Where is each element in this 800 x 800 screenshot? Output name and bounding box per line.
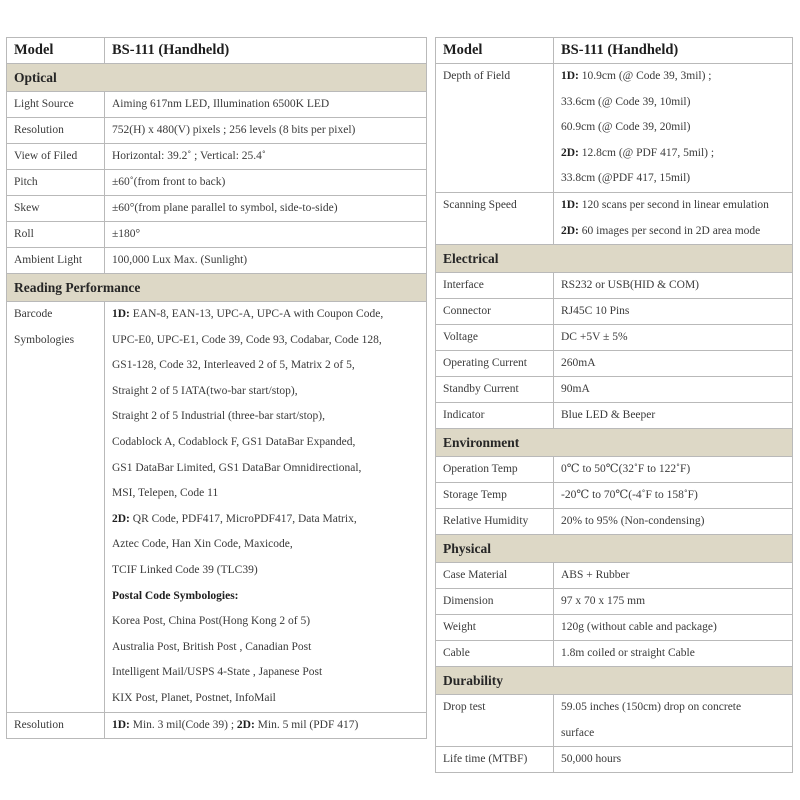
table-row — [436, 615, 793, 641]
value-line — [112, 507, 426, 533]
value-line: 33.6cm (@ Code 39, 10mil) — [561, 95, 691, 108]
value-line — [112, 302, 426, 328]
row-value: ±180° — [105, 222, 427, 248]
row-label: Weight — [436, 615, 554, 641]
value-text: EAN-8, EAN-13, UPC-A, UPC-A with Coupon Code, — [132, 308, 384, 320]
table-row — [436, 563, 793, 589]
value-line: Aztec Code, Han Xin Code, Maxicode, — [112, 538, 293, 551]
prefix-1d: 1D: — [561, 198, 579, 211]
table-row-resolution — [7, 712, 427, 738]
row-label: Light Source — [7, 92, 105, 118]
row-value: -20℃ to 70℃(-4˚F to 158˚F) — [554, 483, 793, 509]
value-line — [561, 193, 792, 219]
row-label: Storage Temp — [436, 483, 554, 509]
prefix-1d: 1D: — [561, 70, 579, 82]
table-header — [436, 38, 793, 64]
prefix-1d: 1D: — [112, 308, 130, 320]
table-row — [7, 248, 427, 274]
section-title: Durability — [436, 667, 793, 695]
table-row — [7, 144, 427, 170]
table-header — [7, 38, 427, 64]
value-text: Min. 5 mil (PDF 417) — [257, 718, 359, 731]
table-row — [436, 457, 793, 483]
section-title: Optical — [7, 64, 427, 92]
row-label — [7, 302, 105, 713]
row-value: 90mA — [554, 377, 793, 403]
row-value — [105, 712, 427, 738]
table-row — [436, 377, 793, 403]
row-value — [105, 302, 427, 713]
section-title: Reading Performance — [7, 274, 427, 302]
prefix-2d: 2D: — [112, 512, 130, 525]
value-line: KIX Post, Planet, Postnet, InfoMail — [112, 691, 276, 704]
row-value: 20% to 95% (Non-condensing) — [554, 509, 793, 535]
table-row — [7, 118, 427, 144]
row-label: Resolution — [7, 118, 105, 144]
row-label: Case Material — [436, 563, 554, 589]
header-label: Model — [7, 38, 105, 64]
value-line — [561, 141, 792, 167]
row-value: 100,000 Lux Max. (Sunlight) — [105, 248, 427, 274]
row-value: ±60°(from plane parallel to symbol, side-to-side) — [105, 196, 427, 222]
row-value: RJ45C 10 Pins — [554, 299, 793, 325]
value-text: 10.9cm (@ Code 39, 3mil) ; — [581, 70, 712, 82]
value-line: MSI, Telepen, Code 11 — [112, 487, 219, 500]
table-row — [436, 589, 793, 615]
value-text: QR Code, PDF417, MicroPDF417, Data Matrix, — [132, 512, 357, 525]
row-label: View of Filed — [7, 144, 105, 170]
value-line: TCIF Linked Code 39 (TLC39) — [112, 563, 258, 576]
row-value: Horizontal: 39.2˚ ; Vertical: 25.4˚ — [105, 144, 427, 170]
section-optical — [7, 64, 427, 92]
postal-title: Postal Code Symbologies: — [112, 589, 239, 602]
row-label: Relative Humidity — [436, 509, 554, 535]
value-line: Intelligent Mail/USPS 4-State , Japanese Post — [112, 666, 323, 679]
row-label: Voltage — [436, 325, 554, 351]
row-value — [554, 192, 793, 244]
row-label: Operation Temp — [436, 457, 554, 483]
table-row — [436, 351, 793, 377]
row-label — [436, 64, 554, 193]
value-line: 59.05 inches (150cm) drop on concrete — [561, 701, 742, 714]
value-line: 60.9cm (@ Code 39, 20mil) — [561, 121, 691, 134]
prefix-2d: 2D: — [236, 718, 255, 731]
row-label: Standby Current — [436, 377, 554, 403]
spec-table-right — [435, 37, 793, 773]
table-row — [436, 299, 793, 325]
table-row — [436, 273, 793, 299]
spec-table-left — [6, 37, 427, 739]
row-value: Aiming 617nm LED, Illumination 6500K LED — [105, 92, 427, 118]
table-row — [436, 325, 793, 351]
row-value: 260mA — [554, 351, 793, 377]
row-value: 50,000 hours — [554, 747, 793, 773]
table-row — [7, 222, 427, 248]
row-label: Indicator — [436, 403, 554, 429]
value-line: Codablock A, Codablock F, GS1 DataBar Expanded, — [112, 435, 356, 448]
row-label: Resolution — [7, 712, 105, 738]
table-row — [7, 92, 427, 118]
row-value — [554, 695, 793, 747]
table-row — [7, 170, 427, 196]
row-value: 1.8m coiled or straight Cable — [554, 641, 793, 667]
row-label: Life time (MTBF) — [436, 747, 554, 773]
value-text: 60 images per second in 2D area mode — [581, 224, 761, 237]
value-line: Korea Post, China Post(Hong Kong 2 of 5) — [112, 615, 311, 628]
header-label: Model — [436, 38, 554, 64]
section-title: Electrical — [436, 245, 793, 273]
prefix-2d: 2D: — [561, 224, 579, 237]
table-row-depth-of-field — [436, 64, 793, 193]
row-value: RS232 or USB(HID & COM) — [554, 273, 793, 299]
value-line: GS1-128, Code 32, Interleaved 2 of 5, Matrix 2 of 5, — [112, 359, 355, 372]
header-value: BS-111 (Handheld) — [105, 38, 427, 64]
prefix-1d: 1D: — [112, 718, 130, 731]
row-value — [554, 64, 793, 193]
table-row — [7, 196, 427, 222]
row-label: Skew — [7, 196, 105, 222]
value-line: 33.8cm (@PDF 417, 15mil) — [561, 172, 691, 185]
row-label: Dimension — [436, 589, 554, 615]
row-value: ±60˚(from front to back) — [105, 170, 427, 196]
label-line: Depth of Field — [443, 70, 511, 82]
table-row — [436, 403, 793, 429]
value-line: surface — [561, 726, 595, 739]
table-row-life-time — [436, 747, 793, 773]
row-value: Blue LED & Beeper — [554, 403, 793, 429]
value-text: Min. 3 mil(Code 39) ; — [132, 718, 235, 731]
value-line: Straight 2 of 5 IATA(two-bar start/stop), — [112, 384, 298, 397]
label-line: Symbologies — [14, 333, 75, 346]
section-title: Physical — [436, 535, 793, 563]
table-row-scanning-speed — [436, 192, 793, 244]
section-title: Environment — [436, 429, 793, 457]
row-value: 97 x 70 x 175 mm — [554, 589, 793, 615]
table-row — [436, 483, 793, 509]
row-value: 752(H) x 480(V) pixels ; 256 levels (8 bits per pixel) — [105, 118, 427, 144]
row-label: Pitch — [7, 170, 105, 196]
section-electrical — [436, 245, 793, 273]
header-value: BS-111 (Handheld) — [554, 38, 793, 64]
value-line: Straight 2 of 5 Industrial (three-bar start/stop), — [112, 410, 326, 423]
row-label: Operating Current — [436, 351, 554, 377]
value-text: 120 scans per second in linear emulation — [581, 198, 769, 211]
label-line: Scanning Speed — [443, 198, 517, 211]
row-value: ABS + Rubber — [554, 563, 793, 589]
row-label: Interface — [436, 273, 554, 299]
table-row-drop-test — [436, 695, 793, 747]
row-value: DC +5V ± 5% — [554, 325, 793, 351]
section-durability — [436, 667, 793, 695]
value-line — [561, 64, 792, 90]
table-row — [436, 641, 793, 667]
row-label: Ambient Light — [7, 248, 105, 274]
label-line: Barcode — [14, 308, 53, 320]
row-label: Roll — [7, 222, 105, 248]
value-line: UPC-E0, UPC-E1, Code 39, Code 93, Codabar, Code 128, — [112, 333, 382, 346]
value-line — [112, 584, 426, 610]
row-label: Cable — [436, 641, 554, 667]
row-label: Connector — [436, 299, 554, 325]
value-line: Australia Post, British Post , Canadian Post — [112, 640, 312, 653]
section-physical — [436, 535, 793, 563]
row-label — [436, 695, 554, 747]
value-line: GS1 DataBar Limited, GS1 DataBar Omnidirectional, — [112, 461, 362, 474]
table-row-barcode-symbologies — [7, 302, 427, 713]
prefix-2d: 2D: — [561, 146, 579, 159]
section-reading-performance — [7, 274, 427, 302]
section-environment — [436, 429, 793, 457]
row-value: 120g (without cable and package) — [554, 615, 793, 641]
value-line — [561, 219, 792, 245]
row-label — [436, 192, 554, 244]
table-row — [436, 509, 793, 535]
label-line: Drop test — [443, 701, 486, 714]
value-text: 12.8cm (@ PDF 417, 5mil) ; — [581, 146, 715, 159]
row-value: 0℃ to 50℃(32˚F to 122˚F) — [554, 457, 793, 483]
